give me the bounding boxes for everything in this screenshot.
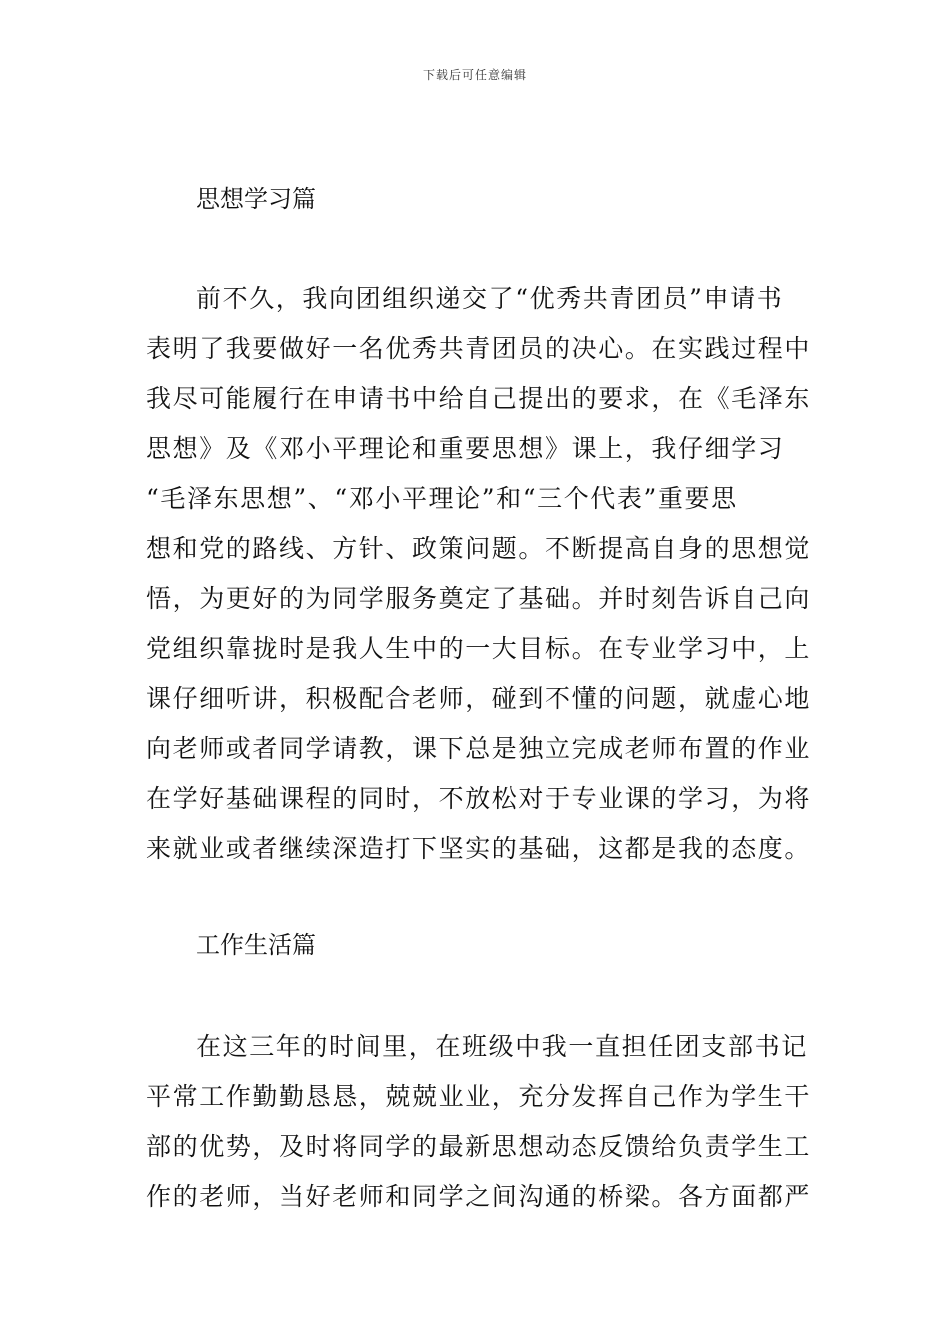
paragraph-line: 思想》及《邓小平理论和重要思想》课上，我仔细学习 xyxy=(146,434,785,463)
paragraph-line: 表明了我要做好一名优秀共青团员的决心。在实践过程中 xyxy=(146,334,812,363)
paragraph-line: 前不久，我向团组织递交了“优秀共青团员”申请书 xyxy=(196,284,784,313)
paragraph-line: 作的老师，当好老师和同学之间沟通的桥梁。各方面都严 xyxy=(146,1182,812,1211)
section-title-study: 思想学习篇 xyxy=(196,185,316,213)
paragraph-line: 在学好基础课程的同时，不放松对于专业课的学习，为将 xyxy=(146,784,812,813)
paragraph-line: 想和党的路线、方针、政策问题。不断提高自身的思想觉 xyxy=(146,534,812,563)
paragraph-line: 课仔细听讲，积极配合老师，碰到不懂的问题，就虚心地 xyxy=(146,684,812,713)
paragraph-line: 向老师或者同学请教，课下总是独立完成老师布置的作业 xyxy=(146,734,812,763)
paragraph-line: 部的优势，及时将同学的最新思想动态反馈给负责学生工 xyxy=(146,1132,812,1161)
paragraph-line: 党组织靠拢时是我人生中的一大目标。在专业学习中，上 xyxy=(146,634,812,663)
paragraph-line: 来就业或者继续深造打下坚实的基础，这都是我的态度。 xyxy=(146,834,812,863)
paragraph-work xyxy=(146,1022,812,1222)
header-note: 下载后可任意编辑 xyxy=(422,68,527,82)
paragraph-line: 平常工作勤勤恳恳，兢兢业业，充分发挥自己作为学生干 xyxy=(146,1082,812,1111)
paragraph-study xyxy=(146,274,812,874)
paragraph-line: 在这三年的时间里，在班级中我一直担任团支部书记 xyxy=(196,1032,808,1061)
paragraph-line: 悟，为更好的为同学服务奠定了基础。并时刻告诉自己向 xyxy=(146,584,812,613)
paragraph-line: 我尽可能履行在申请书中给自己提出的要求，在《毛泽东 xyxy=(146,384,812,413)
paragraph-line: “毛泽东思想”、“邓小平理论”和“三个代表”重要思 xyxy=(146,484,738,513)
section-title-work: 工作生活篇 xyxy=(196,931,316,959)
